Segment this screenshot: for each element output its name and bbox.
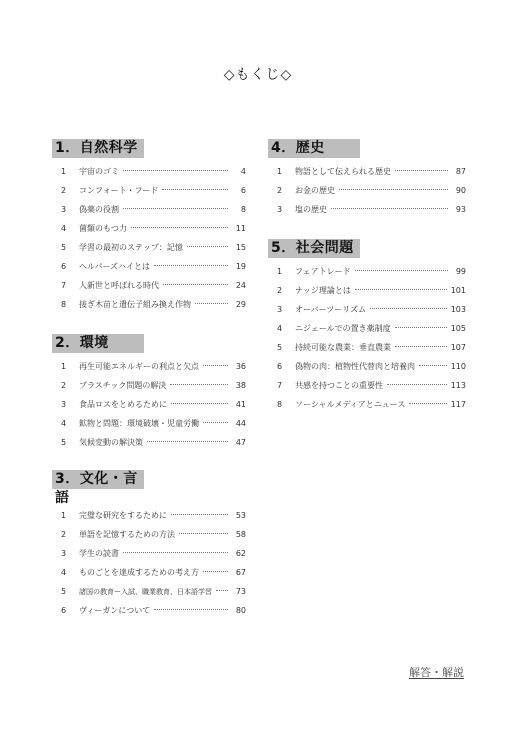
item-number: 6 [276, 362, 283, 371]
dot-leader [123, 552, 228, 553]
dot-leader [170, 384, 228, 385]
item-number: 3 [60, 205, 67, 214]
item-number: 2 [276, 286, 283, 295]
item-page: 87 [455, 167, 466, 176]
dot-leader [163, 284, 228, 285]
item-page: 80 [235, 606, 246, 615]
dot-leader [179, 533, 228, 534]
section-header[interactable]: 3．文化・言語 [52, 470, 144, 489]
item-page: 8 [240, 205, 246, 214]
item-title: 学生の読書 [79, 549, 119, 558]
item-number: 3 [276, 305, 283, 314]
dot-leader [171, 403, 228, 404]
item-title: フェアトレード [295, 267, 351, 276]
dot-leader [203, 422, 228, 423]
dot-leader [339, 189, 448, 190]
item-page: 107 [450, 343, 466, 352]
item-number: 5 [60, 438, 67, 447]
item-title: ソーシャルメディアとニュース [295, 400, 406, 409]
toc-item[interactable] [52, 414, 246, 433]
item-number: 3 [276, 205, 283, 214]
toc-item[interactable] [268, 200, 466, 219]
dot-leader [395, 170, 448, 171]
section-natural-science [52, 137, 246, 314]
toc-item[interactable] [52, 376, 246, 395]
toc-item[interactable] [268, 162, 466, 181]
item-number: 3 [60, 400, 67, 409]
item-page: 113 [450, 381, 466, 390]
toc-item[interactable] [52, 276, 246, 295]
dot-leader [154, 609, 228, 610]
item-title: 宇宙のゴミ [79, 167, 119, 176]
toc-item[interactable] [268, 338, 466, 357]
dot-leader [154, 265, 228, 266]
item-page: 41 [235, 400, 246, 409]
item-page: 11 [235, 224, 246, 233]
item-title: 完璧な研究をするために [79, 511, 167, 520]
toc-item[interactable] [52, 200, 246, 219]
item-number: 4 [60, 224, 67, 233]
item-page: 117 [450, 400, 466, 409]
answers-explanations-link[interactable]: 解答・解説 [409, 666, 464, 679]
item-title: 再生可能エネルギーの利点と欠点 [79, 362, 199, 371]
section-header[interactable]: 2．環境 [52, 334, 144, 353]
item-number: 2 [60, 530, 67, 539]
item-number: 7 [276, 381, 283, 390]
toc-item[interactable] [268, 357, 466, 376]
toc-item[interactable] [52, 219, 246, 238]
toc-item[interactable] [52, 257, 246, 276]
item-title: ヘルパーズハイとは [79, 262, 151, 271]
section-header[interactable]: 1．自然科学 [52, 139, 144, 158]
item-page: 110 [450, 362, 466, 371]
item-number: 3 [60, 549, 67, 558]
item-title: お金の歴史 [295, 186, 335, 195]
item-title: 塩の歴史 [295, 205, 327, 214]
item-number: 2 [60, 186, 67, 195]
dot-leader [123, 170, 228, 171]
item-page: 4 [240, 167, 246, 176]
toc-item[interactable] [268, 376, 466, 395]
toc-item[interactable] [52, 563, 246, 582]
section-history [268, 137, 466, 219]
item-number: 5 [276, 343, 283, 352]
item-number: 2 [276, 186, 283, 195]
item-number: 8 [276, 400, 283, 409]
toc-item[interactable] [52, 601, 246, 620]
item-number: 6 [60, 606, 67, 615]
item-page: 90 [455, 186, 466, 195]
item-page: 105 [450, 324, 466, 333]
item-title: 物語として伝えられる歴史 [295, 167, 391, 176]
toc-item[interactable] [52, 582, 246, 601]
toc-item[interactable] [268, 262, 466, 281]
item-title: 鉱物と問題：環境破壊・児童労働 [79, 419, 199, 428]
section-environment [52, 332, 246, 452]
toc-item[interactable] [52, 395, 246, 414]
toc-item[interactable] [52, 357, 246, 376]
item-title: ヴィーガンについて [79, 606, 151, 615]
item-page: 62 [235, 549, 246, 558]
toc-item[interactable] [52, 162, 246, 181]
item-title: 接ぎ木苗と遺伝子組み換え作物 [79, 300, 191, 309]
item-page: 103 [450, 305, 466, 314]
item-page: 44 [235, 419, 246, 428]
section-header[interactable]: 4．歴史 [268, 139, 360, 158]
toc-item[interactable] [52, 295, 246, 314]
dot-leader [123, 208, 228, 209]
toc-item[interactable] [268, 300, 466, 319]
dot-leader [203, 365, 228, 366]
item-number: 1 [276, 267, 283, 276]
toc-item[interactable] [268, 181, 466, 200]
section-social-issues [268, 237, 466, 414]
item-number: 1 [60, 511, 67, 520]
item-title: ものごとを達成するための考え方 [79, 568, 199, 577]
toc-item[interactable] [52, 181, 246, 200]
item-title: 単語を記憶するための方法 [79, 530, 175, 539]
item-number: 1 [276, 167, 283, 176]
item-page: 29 [235, 300, 246, 309]
item-page: 58 [235, 530, 246, 539]
dot-leader [187, 246, 228, 247]
dot-leader [387, 384, 447, 385]
item-number: 4 [276, 324, 283, 333]
item-title: ニジェールでの置き薬制度 [295, 324, 391, 333]
item-number: 5 [60, 243, 67, 252]
toc-item[interactable] [268, 281, 466, 300]
toc-item[interactable] [52, 238, 246, 257]
section-header[interactable]: 5．社会問題 [268, 239, 360, 258]
toc-column-left [52, 137, 246, 638]
toc-item[interactable] [52, 525, 246, 544]
item-page: 19 [235, 262, 246, 271]
item-title: 人新世と呼ばれる時代 [79, 281, 159, 290]
item-page: 73 [235, 587, 246, 596]
item-title: 食品ロスをとめるために [79, 400, 167, 409]
dot-leader [331, 208, 448, 209]
dot-leader [419, 365, 447, 366]
dot-leader [131, 227, 228, 228]
item-title: プラスチック問題の解決 [79, 381, 167, 390]
item-title: ナッジ理論とは [295, 286, 351, 295]
item-number: 4 [60, 419, 67, 428]
item-number: 6 [60, 262, 67, 271]
dot-leader [395, 327, 447, 328]
item-title: 気候変動の解決策 [79, 438, 143, 447]
dot-leader [355, 270, 448, 271]
toc-item[interactable] [52, 433, 246, 452]
toc-item[interactable] [268, 395, 466, 414]
item-number: 1 [60, 167, 67, 176]
item-title: オーバーツーリズム [295, 305, 367, 314]
item-number: 4 [60, 568, 67, 577]
dot-leader [162, 189, 228, 190]
item-page: 36 [235, 362, 246, 371]
item-page: 99 [455, 267, 466, 276]
section-culture-language [52, 470, 246, 620]
dot-leader [370, 308, 447, 309]
item-title: 諸国の教育ー入試、職業教育、日本語学習 [79, 588, 212, 596]
item-number: 7 [60, 281, 67, 290]
dot-leader [203, 571, 228, 572]
dot-leader [395, 346, 447, 347]
dot-leader [195, 303, 228, 304]
dot-leader [147, 441, 228, 442]
item-title: 学習の最初のステップ：記憶 [79, 243, 183, 252]
item-title: 偽物の肉：植物性代替肉と培養肉 [295, 362, 415, 371]
item-page: 93 [455, 205, 466, 214]
item-page: 24 [235, 281, 246, 290]
dot-leader [216, 590, 228, 591]
item-page: 53 [235, 511, 246, 520]
page-title: ◇もくじ◇ [223, 67, 293, 83]
item-number: 8 [60, 300, 67, 309]
item-title: 共感を持つことの重要性 [295, 381, 383, 390]
toc-item[interactable] [268, 319, 466, 338]
toc-item[interactable] [52, 506, 246, 525]
item-title: 菌類のもつ力 [79, 224, 127, 233]
item-title: 偽薬の役割 [79, 205, 119, 214]
item-number: 2 [60, 381, 67, 390]
item-page: 47 [235, 438, 246, 447]
dot-leader [171, 514, 228, 515]
item-page: 67 [235, 568, 246, 577]
item-title: 持続可能な農業：垂直農業 [295, 343, 391, 352]
item-page: 6 [240, 186, 246, 195]
dot-leader [409, 403, 446, 404]
toc-column-right [268, 137, 466, 432]
item-page: 15 [235, 243, 246, 252]
item-title: コンフォート・フード [79, 186, 159, 195]
toc-item[interactable] [52, 544, 246, 563]
dot-leader [355, 289, 447, 290]
item-number: 5 [60, 587, 67, 596]
item-page: 38 [235, 381, 246, 390]
item-number: 1 [60, 362, 67, 371]
item-page: 101 [450, 286, 466, 295]
